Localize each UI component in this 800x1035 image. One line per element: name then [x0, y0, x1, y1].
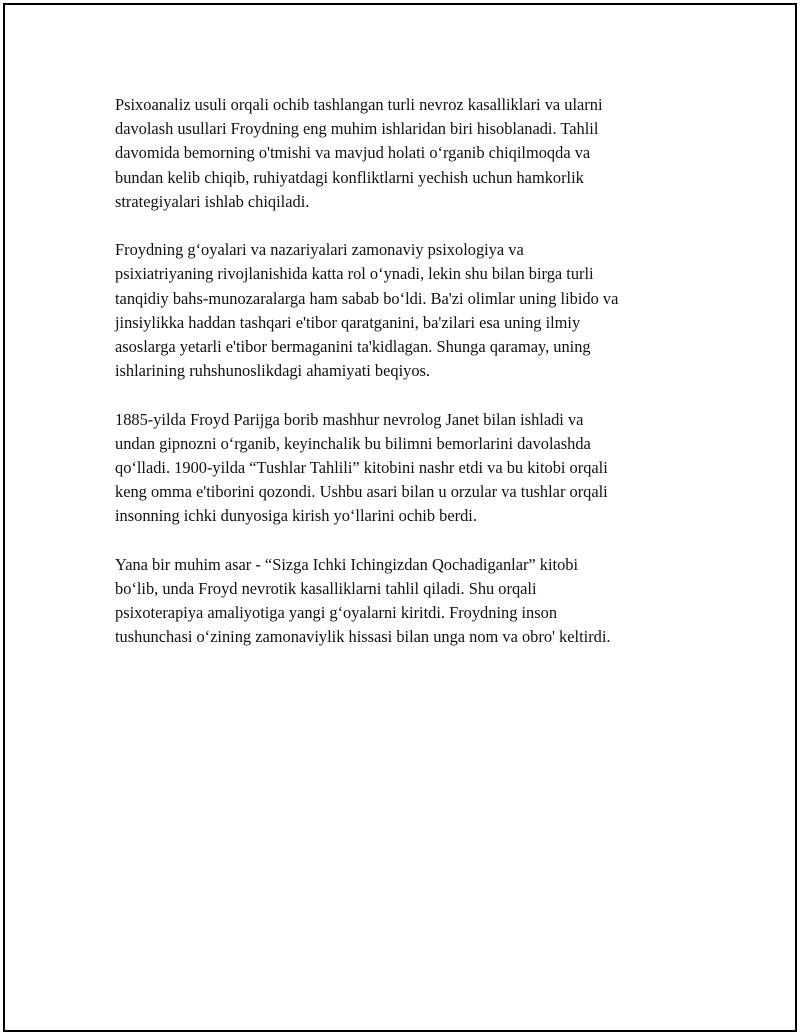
text-line: davomida bemorning o'tmishi va mavjud holati o‘rganib chiqilmoqda va: [115, 143, 591, 163]
text-line: davolash usullari Froydning eng muhim ishlaridan biri hisoblanadi. Tahlil: [115, 119, 599, 139]
text-line: tushunchasi o‘zining zamonaviylik hissasi bilan unga nom va obro' keltirdi.: [115, 627, 611, 647]
document-body: [115, 93, 695, 674]
paragraph-1: [115, 93, 695, 214]
text-line: psixiatriyaning rivojlanishida katta rol o‘ynadi, lekin shu bilan birga turli: [115, 264, 594, 284]
text-line: 1885-yilda Froyd Parijga borib mashhur nevrolog Janet bilan ishladi va: [115, 409, 584, 429]
text-line: Psixoanaliz usuli orqali ochib tashlangan turli nevroz kasalliklari va ularni: [115, 95, 603, 114]
text-line: ishlarining ruhshunoslikdagi ahamiyati beqiyos.: [115, 361, 431, 381]
text-line: asoslarga yetarli e'tibor bermaganini ta'kidlagan. Shunga qaramay, uning: [115, 337, 591, 357]
text-line: tanqidiy bahs-munozaralarga ham sabab bo‘ldi. Ba'zi olimlar uning libido va: [115, 288, 619, 308]
text-line: insonning ichki dunyosiga kirish yo‘llarini ochib berdi.: [115, 506, 477, 526]
text-line: keng omma e'tiborini qozondi. Ushbu asari bilan u orzular va tushlar orqali: [115, 482, 608, 502]
text-line: Yana bir muhim asar - “Sizga Ichki Ichingizdan Qochadiganlar” kitobi: [115, 554, 579, 574]
paragraph-2: [115, 238, 695, 383]
paragraph-3: [115, 408, 695, 529]
text-line: psixoterapiya amaliyotiga yangi g‘oyalarni kiritdi. Froydning inson: [115, 603, 558, 623]
text-line: undan gipnozni o‘rganib, keyinchalik bu bilimni bemorlarini davolashda: [115, 433, 591, 453]
text-line: qo‘lladi. 1900-yilda “Tushlar Tahlili” kitobini nashr etdi va bu kitobi orqali: [115, 458, 608, 478]
text-line: bo‘lib, unda Froyd nevrotik kasalliklarni tahlil qiladi. Shu orqali: [115, 579, 537, 599]
paragraph-4: [115, 553, 695, 650]
text-line: bundan kelib chiqib, ruhiyatdagi konfliktlarni yechish uchun hamkorlik: [115, 167, 584, 187]
text-line: strategiyalari ishlab chiqiladi.: [115, 191, 310, 211]
text-line: jinsiylikka haddan tashqari e'tibor qaratganini, ba'zilari esa uning ilmiy: [115, 312, 581, 332]
text-line: Froydning g‘oyalari va nazariyalari zamonaviy psixologiya va: [115, 240, 524, 260]
